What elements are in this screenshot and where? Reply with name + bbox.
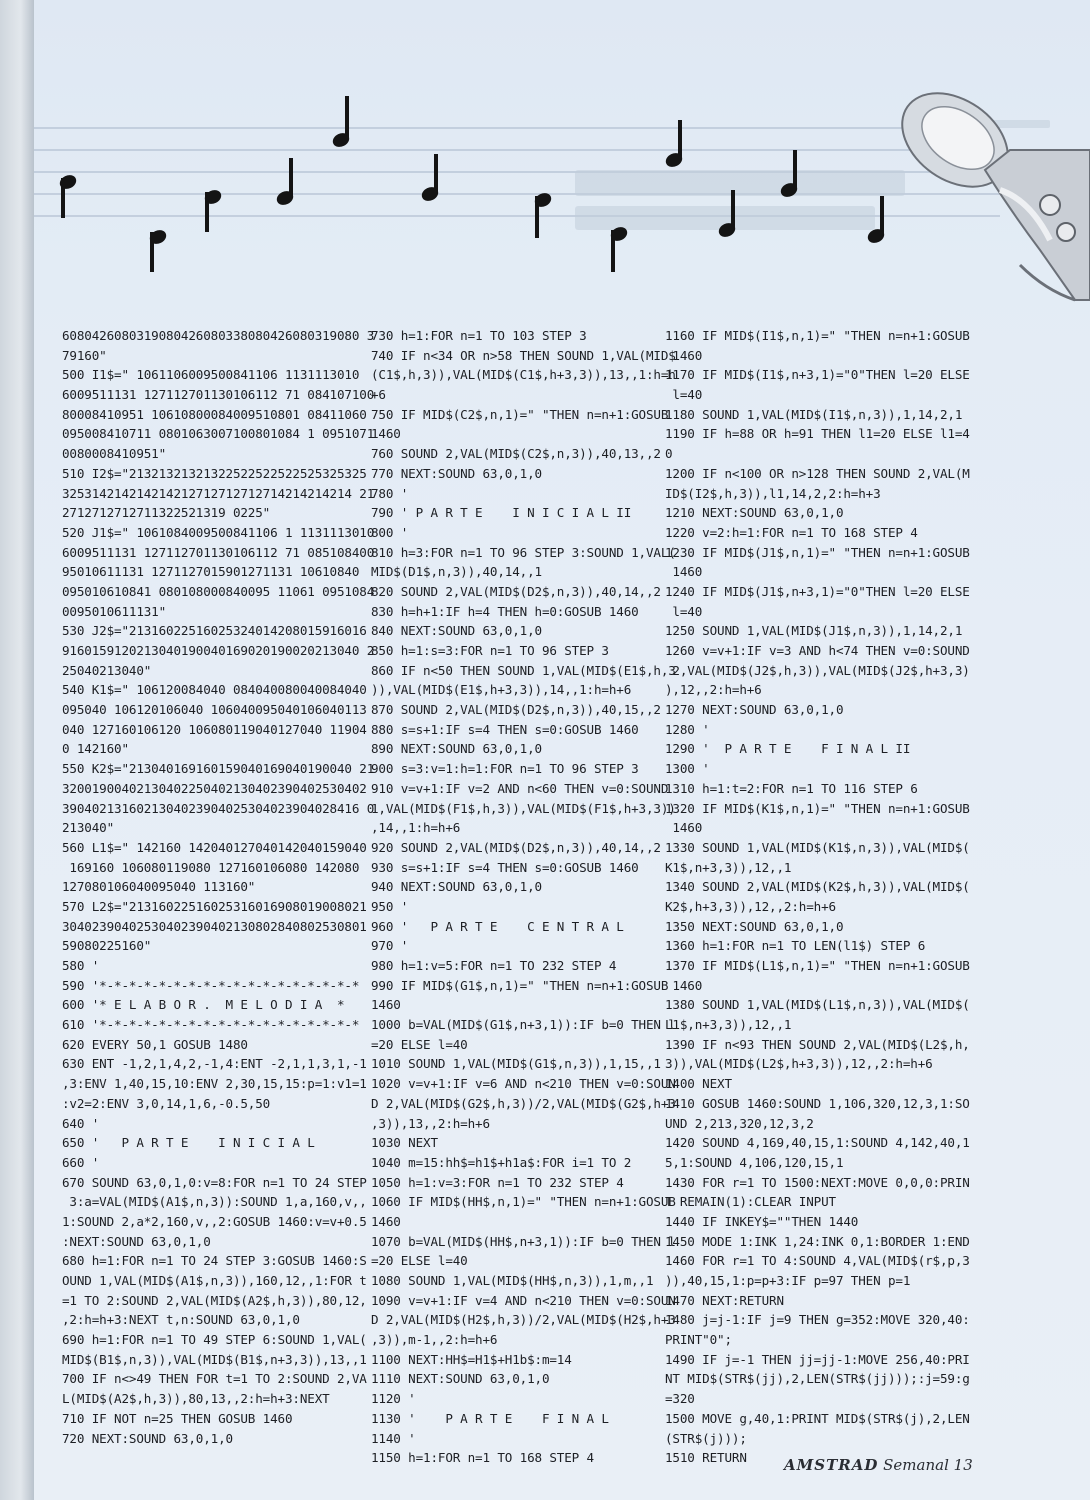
code-line: 890 NEXT:SOUND 63,0,1,0 <box>371 741 542 757</box>
eighth-note-icon <box>203 188 223 232</box>
code-line: 127080106040095040 113160" <box>62 879 256 895</box>
code-line: 1460 <box>665 977 703 993</box>
code-line: 1080 SOUND 1,VAL(MID$(HH$,n,3)),1,m,,1 <box>371 1273 654 1288</box>
code-line: MID$(D1$,n,3)),40,14,,1 <box>371 564 542 580</box>
code-line: 1100 NEXT:HH$=H1$+H1b$:m=14 <box>371 1351 572 1367</box>
code-line: =1 TO 2:SOUND 2,VAL(MID$(A2$,h,3)),80,12, <box>62 1292 367 1308</box>
code-line: 2712712712711322521319 0225" <box>62 505 271 521</box>
code-line: 690 h=1:FOR n=1 TO 49 STEP 6:SOUND 1,VAL( <box>62 1332 367 1348</box>
code-line: 0 142160" <box>62 741 129 757</box>
code-line: 850 h=1:s=3:FOR n=1 TO 96 STEP 3 <box>371 643 609 658</box>
code-line: 980 h=1:v=5:FOR n=1 TO 232 STEP 4 <box>371 958 617 973</box>
code-line: 940 NEXT:SOUND 63,0,1,0 <box>371 879 542 895</box>
eighth-note-icon <box>609 225 629 272</box>
code-line: 1370 IF MID$(L1$,n,1)=" "THEN n=n+1:GOSUB <box>665 958 970 973</box>
code-line: 1460 FOR r=1 TO 4:SOUND 4,VAL(MID$(r$,p,3 <box>665 1253 970 1269</box>
code-line: 30402390402530402390402130802840802530801 <box>62 918 367 934</box>
code-line: 1310 h=1:t=2:FOR n=1 TO 116 STEP 6 <box>665 780 918 796</box>
code-line: 700 IF n<>49 THEN FOR t=1 TO 2:SOUND 2,VA <box>62 1371 367 1387</box>
code-line: K1$,n+3,3)),12,,1 <box>665 859 792 875</box>
code-line: 770 NEXT:SOUND 63,0,1,0 <box>371 465 542 481</box>
code-line: 510 I2$="21321321321322522522522525325325 <box>62 465 367 481</box>
code-line: 1050 h=1:v=3:FOR n=1 TO 232 STEP 4 <box>371 1174 624 1190</box>
code-line: 1230 IF MID$(J1$,n,1)=" "THEN n=n+1:GOSUB <box>665 544 970 560</box>
code-line: 580 ' <box>62 958 100 973</box>
code-line: 630 ENT -1,2,1,4,2,-1,4:ENT -2,1,1,3,1,-1 <box>62 1056 367 1072</box>
code-line: 095010610841 080108000840095 11061 0951084 <box>62 583 375 599</box>
code-line: 1460 <box>665 820 703 836</box>
code-line: ,3)),13,,2:h=h+6 <box>371 1115 490 1131</box>
code-line: 740 IF n<34 OR n>58 THEN SOUND 1,VAL(MID$ <box>371 347 676 363</box>
code-line: 1,VAL(MID$(F1$,h,3)),VAL(MID$(F1$,h+3,3)) <box>371 800 676 816</box>
code-line: L(MID$(A2$,h,3)),80,13,,2:h=h+3:NEXT <box>62 1391 330 1407</box>
code-line: 32001900402130402250402130402390402530402 <box>62 780 367 796</box>
code-line: 1390 IF n<93 THEN SOUND 2,VAL(MID$(L2$,h, <box>665 1036 970 1052</box>
code-line: NT MID$(STR$(jj),2,LEN(STR$(jj)));:j=59:g <box>665 1371 970 1387</box>
code-line: 750 IF MID$(C2$,n,1)=" "THEN n=n+1:GOSUB <box>371 406 669 422</box>
code-line: 720 NEXT:SOUND 63,0,1,0 <box>62 1430 233 1446</box>
eighth-note-icon <box>148 228 168 272</box>
magazine-name: AMSTRAD <box>784 1456 879 1474</box>
code-line: 79160" <box>62 347 107 363</box>
code-line: 1300 ' <box>665 761 710 777</box>
code-line: 500 I1$=" 1061106009500841106 1131113010 <box>62 367 360 383</box>
code-line: 1220 v=2:h=1:FOR n=1 TO 168 STEP 4 <box>665 524 918 540</box>
code-line: 530 J2$="21316022516025324014208015916016 <box>62 623 367 639</box>
code-line: PRINT"0"; <box>665 1332 732 1348</box>
code-line: 1190 IF h=88 OR h=91 THEN l1=20 ELSE l1=4 <box>665 426 970 442</box>
code-line: 600 '* E L A B O R . M E L O D I A * <box>62 997 345 1013</box>
code-line: 1140 ' <box>371 1430 416 1446</box>
code-line: 1150 h=1:FOR n=1 TO 168 STEP 4 <box>371 1450 594 1466</box>
code-line: 325314214214214212712712712714214214214 21 <box>62 485 375 501</box>
code-line: 213040" <box>62 820 115 836</box>
code-line: 1440 IF INKEY$=""THEN 1440 <box>665 1213 859 1229</box>
code-line: 1270 NEXT:SOUND 63,0,1,0 <box>665 702 844 718</box>
code-line: 910 v=v+1:IF v=2 AND n<60 THEN v=0:SOUND <box>371 780 669 796</box>
code-line: 0080008410951" <box>62 446 167 462</box>
code-line: 1460 <box>371 1213 401 1229</box>
code-line: 680 h=1:FOR n=1 TO 24 STEP 3:GOSUB 1460:S <box>62 1253 367 1269</box>
code-line: 790 ' P A R T E I N I C I A L II <box>371 505 632 521</box>
code-line: 1010 SOUND 1,VAL(MID$(G1$,n,3)),1,15,,1 <box>371 1056 661 1072</box>
code-line: =20 ELSE l=40 <box>371 1036 468 1052</box>
code-line: 1360 h=1:FOR n=1 TO LEN(l1$) STEP 6 <box>665 938 926 954</box>
tuba-illustration <box>885 74 1090 300</box>
code-line: 800 ' <box>371 524 409 540</box>
music-staff-illustration <box>0 0 1090 320</box>
code-line: 1110 NEXT:SOUND 63,0,1,0 <box>371 1371 550 1387</box>
code-line: 3904021316021304023904025304023904028416 0 <box>62 800 375 816</box>
code-column-middle <box>371 326 676 1468</box>
code-line: 660 ' <box>62 1154 100 1170</box>
code-line: )),40,15,1:p=p+3:IF p=97 THEN p=1 <box>665 1273 911 1288</box>
code-line: 1460 <box>371 997 401 1013</box>
code-line: D 2,VAL(MID$(G2$,h,3))/2,VAL(MID$(G2$,h+3 <box>371 1095 676 1111</box>
code-line: 620 EVERY 50,1 GOSUB 1480 <box>62 1036 248 1052</box>
code-line: 970 ' <box>371 938 409 954</box>
code-line: 1460 <box>665 347 703 363</box>
code-line: 80008410951 10610800084009510801 08411060 <box>62 406 367 422</box>
code-line: (STR$(j))); <box>665 1430 747 1446</box>
page-footer <box>784 1456 973 1474</box>
code-line: 1510 RETURN <box>665 1450 747 1466</box>
code-line: 1430 FOR r=1 TO 1500:NEXT:MOVE 0,0,0:PRIN <box>665 1174 970 1190</box>
code-line: 6080426080319080426080338080426080319080 3 <box>62 328 375 343</box>
code-line: 1330 SOUND 1,VAL(MID$(K1$,n,3)),VAL(MID$( <box>665 839 970 855</box>
code-line: 1490 IF j=-1 THEN jj=jj-1:MOVE 256,40:PRI <box>665 1351 970 1367</box>
code-line: L1$,n+3,3)),12,,1 <box>665 1017 792 1033</box>
code-line: UND 2,213,320,12,3,2 <box>665 1115 814 1131</box>
code-line: 520 J1$=" 1061084009500841106 1 1131113010 <box>62 524 375 540</box>
code-line: 040 127160106120 106080119040127040 11904 <box>62 721 367 737</box>
code-line: 25040213040" <box>62 662 152 678</box>
code-line: 3:a=VAL(MID$(A1$,n,3)):SOUND 1,a,160,v,, <box>62 1194 367 1210</box>
code-line: ),12,,2:h=h+6 <box>665 682 762 698</box>
code-line: 3)),VAL(MID$(L2$,h+3,3)),12,,2:h=h+6 <box>665 1056 933 1072</box>
code-line: 1320 IF MID$(K1$,n,1)=" "THEN n=n+1:GOSUB <box>665 800 970 816</box>
code-line: 830 h=h+1:IF h=4 THEN h=0:GOSUB 1460 <box>371 603 639 619</box>
code-line: 550 K2$="213040169160159040169040190040 21 <box>62 761 375 777</box>
code-line: ,14,,1:h=h+6 <box>371 820 461 836</box>
code-line: 960 ' P A R T E C E N T R A L <box>371 918 624 934</box>
code-line: :NEXT:SOUND 63,0,1,0 <box>62 1233 211 1249</box>
code-line: 900 s=3:v=1:h=1:FOR n=1 TO 96 STEP 3 <box>371 761 639 777</box>
code-line: 1030 NEXT <box>371 1135 438 1151</box>
code-line: 5,1:SOUND 4,106,120,15,1 <box>665 1154 844 1170</box>
code-line: 1340 SOUND 2,VAL(MID$(K2$,h,3)),VAL(MID$( <box>665 879 970 895</box>
code-line: ,2:h=h+3:NEXT t,n:SOUND 63,0,1,0 <box>62 1312 300 1328</box>
code-line: 1060 IF MID$(HH$,n,1)=" "THEN n=n+1:GOSUB <box>371 1194 676 1210</box>
code-line: 760 SOUND 2,VAL(MID$(C2$,n,3)),40,13,,2 <box>371 446 661 462</box>
code-line: 590 '*-*-*-*-*-*-*-*-*-*-*-*-*-*-*-*-*-* <box>62 977 360 993</box>
code-line: 1260 v=v+1:IF v=3 AND h<74 THEN v=0:SOUND <box>665 643 970 658</box>
code-column-left <box>62 326 374 1448</box>
code-line: 1250 SOUND 1,VAL(MID$(J1$,n,3)),1,14,2,1 <box>665 623 963 639</box>
code-line: 1180 SOUND 1,VAL(MID$(I1$,n,3)),1,14,2,1 <box>665 406 963 422</box>
code-line: 095008410711 0801063007100801084 1 0951071 <box>62 426 375 442</box>
code-line: 920 SOUND 2,VAL(MID$(D2$,n,3)),40,14,,2 <box>371 839 661 855</box>
code-line: 1000 b=VAL(MID$(G1$,n+3,1)):IF b=0 THEN l <box>371 1017 676 1033</box>
code-line: =320 <box>665 1391 695 1407</box>
code-line: 1290 ' P A R T E F I N A L II <box>665 741 911 757</box>
code-line: 1:SOUND 2,a*2,160,v,,2:GOSUB 1460:v=v+0.5 <box>62 1213 367 1229</box>
quarter-note-icon <box>275 158 295 207</box>
code-line: 810 h=3:FOR n=1 TO 96 STEP 3:SOUND 1,VAL( <box>371 544 676 560</box>
code-line: 730 h=1:FOR n=1 TO 103 STEP 3 <box>371 328 587 343</box>
code-line: 1130 ' P A R T E F I N A L <box>371 1410 609 1426</box>
code-line: 2,VAL(MID$(J2$,h,3)),VAL(MID$(J2$,h+3,3) <box>665 662 970 678</box>
code-line: 6009511131 127112701130106112 71 084107100 <box>62 387 375 403</box>
code-line: 9160159120213040190040169020190020213040 2 <box>62 643 375 658</box>
code-line: T REMAIN(1):CLEAR INPUT <box>665 1194 836 1210</box>
code-line: MID$(B1$,n,3)),VAL(MID$(B1$,n+3,3)),13,,1 <box>62 1351 367 1367</box>
code-line: ID$(I2$,h,3)),l1,14,2,2:h=h+3 <box>665 485 881 501</box>
code-line: )),VAL(MID$(E1$,h+3,3)),14,,1:h=h+6 <box>371 682 632 698</box>
code-line: 640 ' <box>62 1115 100 1131</box>
code-line: 840 NEXT:SOUND 63,0,1,0 <box>371 623 542 639</box>
code-line: 1020 v=v+1:IF v=6 AND n<210 THEN v=0:SOUN <box>371 1076 676 1092</box>
code-line: 710 IF NOT n=25 THEN GOSUB 1460 <box>62 1410 293 1426</box>
code-line: 1460 <box>665 564 703 580</box>
code-line: 169160 106080119080 127160106080 142080 <box>62 859 360 875</box>
code-line: 570 L2$="21316022516025316016908019008021 <box>62 898 367 914</box>
quarter-note-icon <box>420 154 440 203</box>
code-line: 610 '*-*-*-*-*-*-*-*-*-*-*-*-*-*-*-*-*-* <box>62 1017 360 1033</box>
code-line: 560 L1$=" 142160 142040127040142040159040 <box>62 839 367 855</box>
code-line: 950 ' <box>371 898 409 914</box>
code-line: ,3)),m-1,,2:h=h+6 <box>371 1332 498 1348</box>
code-column-right <box>665 326 970 1468</box>
code-line: 670 SOUND 63,0,1,0:v=8:FOR n=1 TO 24 STEP <box>62 1174 367 1190</box>
code-line: 1420 SOUND 4,169,40,15,1:SOUND 4,142,40,1 <box>665 1135 970 1151</box>
code-line: D 2,VAL(MID$(H2$,h,3))/2,VAL(MID$(H2$,h+3 <box>371 1312 676 1328</box>
code-line: 1380 SOUND 1,VAL(MID$(L1$,n,3)),VAL(MID$( <box>665 997 970 1013</box>
code-line: 650 ' P A R T E I N I C I A L <box>62 1135 315 1151</box>
quarter-note-icon <box>331 96 351 149</box>
code-line: 1040 m=15:hh$=h1$+h1a$:FOR i=1 TO 2 <box>371 1154 632 1170</box>
code-line: 870 SOUND 2,VAL(MID$(D2$,n,3)),40,15,,2 <box>371 702 661 718</box>
code-line: 860 IF n<50 THEN SOUND 1,VAL(MID$(E1$,h,3 <box>371 662 676 678</box>
magazine-section: Semanal <box>883 1456 949 1474</box>
code-line: 930 s=s+1:IF s=4 THEN s=0:GOSUB 1460 <box>371 859 639 875</box>
code-line: 1240 IF MID$(J1$,n+3,1)="0"THEN l=20 ELSE <box>665 583 970 599</box>
code-line: ,3:ENV 1,40,15,10:ENV 2,30,15,15:p=1:v1=1 <box>62 1076 367 1092</box>
code-line: =20 ELSE l=40 <box>371 1253 468 1269</box>
code-line: 1450 MODE 1:INK 1,24:INK 0,1:BORDER 1:END <box>665 1233 970 1249</box>
code-line: 880 s=s+1:IF s=4 THEN s=0:GOSUB 1460 <box>371 721 639 737</box>
code-line: 0095010611131" <box>62 603 167 619</box>
code-line: 6009511131 127112701130106112 71 085108400 <box>62 544 375 560</box>
code-line: 1070 b=VAL(MID$(HH$,n+3,1)):IF b=0 THEN l <box>371 1233 676 1249</box>
code-line: +6 <box>371 387 386 403</box>
code-line: :v2=2:ENV 3,0,14,1,6,-0.5,50 <box>62 1095 271 1111</box>
code-line: (C1$,h,3)),VAL(MID$(C1$,h+3,3)),13,,1:h=h <box>371 367 676 383</box>
code-line: 780 ' <box>371 485 409 501</box>
code-line: 1460 <box>371 426 401 442</box>
code-line: 095040 106120106040 106040095040106040113 <box>62 702 367 718</box>
code-line: 820 SOUND 2,VAL(MID$(D2$,n,3)),40,14,,2 <box>371 583 661 599</box>
eighth-note-icon <box>533 191 553 238</box>
code-line: 95010611131 1271127015901271131 10610840 <box>62 564 360 580</box>
code-line: 1170 IF MID$(I1$,n+3,1)="0"THEN l=20 ELSE <box>665 367 970 383</box>
code-line: 1120 ' <box>371 1391 416 1407</box>
code-line: 990 IF MID$(G1$,n,1)=" "THEN n=n+1:GOSUB <box>371 977 669 993</box>
code-line: 540 K1$=" 106120084040 084040080040084040 <box>62 682 367 698</box>
code-line: 1500 MOVE g,40,1:PRINT MID$(STR$(j),2,LEN <box>665 1410 970 1426</box>
code-line: 1470 NEXT:RETURN <box>665 1292 784 1308</box>
code-line: 1350 NEXT:SOUND 63,0,1,0 <box>665 918 844 934</box>
code-line: 1400 NEXT <box>665 1076 732 1092</box>
code-line: K2$,h+3,3)),12,,2:h=h+6 <box>665 898 836 914</box>
code-line: 1210 NEXT:SOUND 63,0,1,0 <box>665 505 844 521</box>
code-line: l=40 <box>665 387 703 403</box>
code-line: l=40 <box>665 603 703 619</box>
code-line: 1160 IF MID$(I1$,n,1)=" "THEN n=n+1:GOSUB <box>665 328 970 343</box>
code-line: 59080225160" <box>62 938 152 954</box>
code-line: 1480 j=j-1:IF j=9 THEN g=352:MOVE 320,40: <box>665 1312 970 1328</box>
code-line: 0 <box>665 446 673 462</box>
eighth-note-icon <box>58 173 78 218</box>
code-line: 1090 v=v+1:IF v=4 AND n<210 THEN v=0:SOUN <box>371 1292 676 1308</box>
code-line: 1200 IF n<100 OR n>128 THEN SOUND 2,VAL(M <box>665 465 970 481</box>
code-line: OUND 1,VAL(MID$(A1$,n,3)),160,12,,1:FOR t <box>62 1273 367 1288</box>
code-line: 1280 ' <box>665 721 710 737</box>
code-line: 1410 GOSUB 1460:SOUND 1,106,320,12,3,1:SO <box>665 1095 970 1111</box>
page-number: 13 <box>953 1456 973 1474</box>
